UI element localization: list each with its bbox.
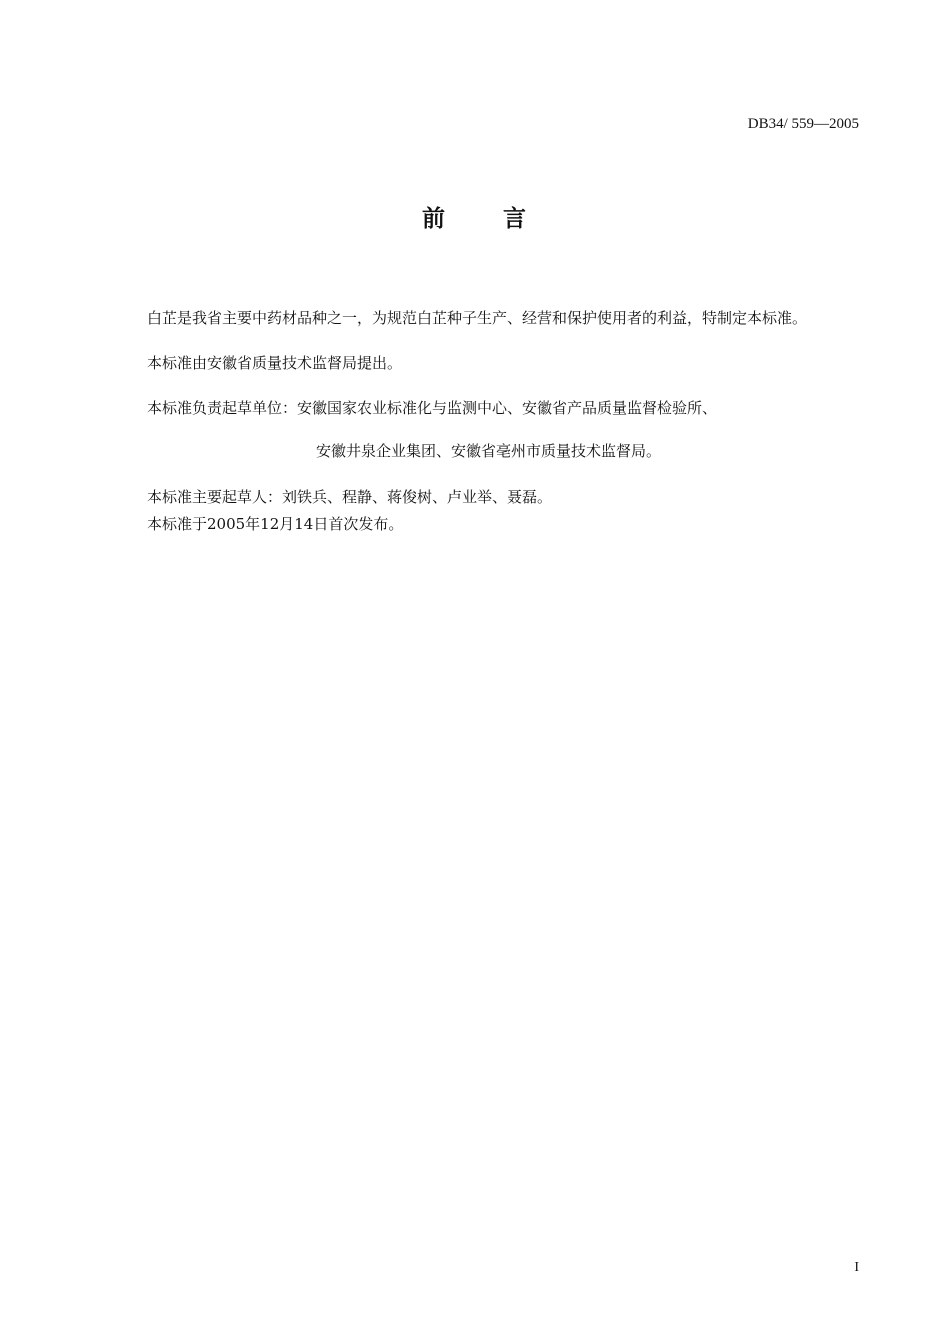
paragraph-first-issue: 本标准于2005年12月14日首次发布。 <box>147 515 404 533</box>
title-char-1: 前 <box>422 206 447 232</box>
page-title <box>0 204 950 234</box>
paragraph-drafting-units-line2: 安徽井泉企业集团、安徽省亳州市质量技术监督局。 <box>316 442 662 460</box>
paragraph-drafters: 本标准主要起草人：刘铁兵、程静、蒋俊树、卢业举、聂磊。 <box>147 488 553 506</box>
paragraph-proposer: 本标准由安徽省质量技术监督局提出。 <box>147 354 403 372</box>
standard-code: DB34/ 559—2005 <box>747 116 859 132</box>
page-number: I <box>854 1260 859 1275</box>
paragraph-drafting-units-line1: 本标准负责起草单位：安徽国家农业标准化与监测中心、安徽省产品质量监督检验所、 <box>147 399 718 417</box>
title-char-2: 言 <box>503 206 528 232</box>
paragraph-purpose: 白芷是我省主要中药材品种之一，为规范白芷种子生产、经营和保护使用者的利益，特制定本标准。 <box>147 309 808 327</box>
